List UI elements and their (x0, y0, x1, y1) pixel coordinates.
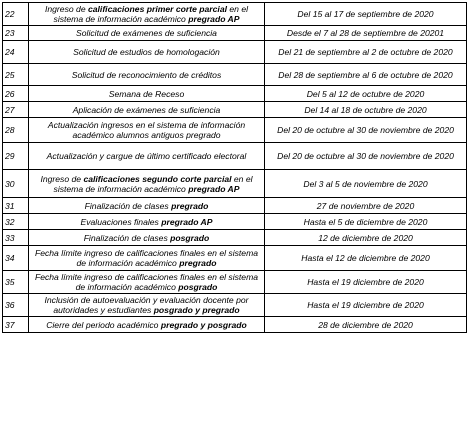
academic-calendar-table (2, 2, 467, 333)
activity-text: Solicitud de exámenes de suficiencia (76, 28, 217, 38)
activity-cell (29, 271, 265, 294)
date-cell: 27 de noviembre de 2020 (265, 198, 467, 214)
activity-text: en el sistema de información académico (53, 173, 253, 194)
activity-cell (29, 26, 265, 41)
table-row (3, 246, 467, 271)
table-row (3, 118, 467, 143)
activity-text-bold: pregrado y posgrado (160, 319, 247, 330)
row-number-cell: 30 (3, 170, 29, 198)
date-cell: 28 de diciembre de 2020 (265, 317, 467, 333)
activity-text: Cierre del periodo académico (46, 319, 161, 330)
table-row (3, 198, 467, 214)
table-row (3, 170, 467, 198)
activity-text-bold: pregrado AP (161, 216, 213, 227)
activity-cell (29, 102, 265, 118)
row-number-cell: 25 (3, 64, 29, 86)
activity-text: Ingreso de (40, 173, 84, 184)
activity-text: Fecha límite ingreso de calificaciones finales en el sistema de información académico (34, 272, 259, 292)
table-row (3, 102, 467, 118)
date-cell: Del 3 al 5 de noviembre de 2020 (265, 170, 467, 198)
date-cell: Del 14 al 18 de octubre de 2020 (265, 102, 467, 118)
activity-cell (29, 86, 265, 102)
table-row (3, 271, 467, 294)
activity-cell (29, 64, 265, 86)
row-number-cell: 26 (3, 86, 29, 102)
row-number-cell: 36 (3, 294, 29, 317)
activity-cell (29, 246, 265, 271)
date-cell: Hasta el 5 de diciembre de 2020 (265, 214, 467, 230)
table-row (3, 317, 467, 333)
activity-cell (29, 170, 265, 198)
activity-cell (29, 3, 265, 26)
activity-cell (29, 294, 265, 317)
activity-cell (29, 230, 265, 246)
activity-text-bold: pregrado AP (188, 14, 240, 24)
date-cell: Hasta el 19 diciembre de 2020 (265, 294, 467, 317)
activity-cell (29, 118, 265, 143)
date-cell: 12 de diciembre de 2020 (265, 230, 467, 246)
date-cell: Del 20 de octubre al 30 de noviembre de 2020 (265, 143, 467, 170)
activity-text: Finalización de clases (84, 200, 172, 211)
table-row (3, 26, 467, 41)
activity-text-bold: posgrado y pregrado (153, 305, 240, 315)
date-cell: Desde el 7 al 28 de septiembre de 20201 (265, 26, 467, 41)
activity-text-bold: calificaciones primer corte parcial (87, 4, 227, 14)
activity-text-bold: pregrado (179, 258, 217, 268)
table-row (3, 230, 467, 246)
row-number-cell: 24 (3, 41, 29, 64)
table-row (3, 86, 467, 102)
row-number-cell: 34 (3, 246, 29, 271)
activity-text-bold: posgrado (178, 282, 218, 292)
row-number-cell: 32 (3, 214, 29, 230)
row-number-cell: 27 (3, 102, 29, 118)
date-cell: Del 20 de octubre al 30 de noviembre de 2020 (265, 118, 467, 143)
activity-cell (29, 143, 265, 170)
activity-text: Semana de Receso (108, 88, 185, 99)
date-cell: Del 21 de septiembre al 2 de octubre de 2020 (265, 41, 467, 64)
table-row (3, 3, 467, 26)
row-number-cell: 23 (3, 26, 29, 41)
date-cell: Del 15 al 17 de septiembre de 2020 (265, 3, 467, 26)
date-cell: Del 28 de septiembre al 6 de octubre de 2020 (265, 64, 467, 86)
calendar-table-body (3, 3, 467, 333)
table-row (3, 214, 467, 230)
activity-text: Fecha límite ingreso de calificaciones finales en el sistema de información académico (34, 248, 259, 268)
activity-text: en el sistema de información académico (53, 4, 249, 24)
activity-cell (29, 41, 265, 64)
date-cell: Hasta el 19 diciembre de 2020 (265, 271, 467, 294)
activity-text: Actualización y cargue de último certificado electoral (46, 151, 247, 161)
row-number-cell: 33 (3, 230, 29, 246)
activity-text-bold: pregrado (171, 200, 209, 211)
activity-cell (29, 214, 265, 230)
activity-cell (29, 317, 265, 333)
activity-cell (29, 198, 265, 214)
activity-text: Evaluaciones finales (80, 216, 162, 227)
activity-text: Solicitud de reconocimiento de créditos (71, 69, 222, 80)
row-number-cell: 29 (3, 143, 29, 170)
activity-text-bold: calificaciones segundo corte parcial (83, 173, 232, 184)
activity-text-bold: posgrado (170, 232, 210, 243)
date-cell: Del 5 al 12 de octubre de 2020 (265, 86, 467, 102)
activity-text: Inclusión de autoevaluación y evaluación docente por autoridades y estudiantes (44, 295, 249, 315)
row-number-cell: 31 (3, 198, 29, 214)
table-row (3, 64, 467, 86)
activity-text-bold: pregrado AP (188, 183, 240, 194)
row-number-cell: 28 (3, 118, 29, 143)
activity-text: Ingreso de (44, 4, 88, 14)
row-number-cell: 37 (3, 317, 29, 333)
date-cell: Hasta el 12 de diciembre de 2020 (265, 246, 467, 271)
activity-text: Finalización de clases (83, 232, 171, 243)
row-number-cell: 22 (3, 3, 29, 26)
table-row (3, 294, 467, 317)
activity-text: Actualización ingresos en el sistema de información académico alumnos antiguos pregrado (47, 120, 246, 140)
table-row (3, 143, 467, 170)
row-number-cell: 35 (3, 271, 29, 294)
table-row (3, 41, 467, 64)
activity-text: Aplicación de exámenes de suficiencia (72, 104, 221, 115)
activity-text: Solicitud de estudios de homologación (73, 47, 220, 57)
